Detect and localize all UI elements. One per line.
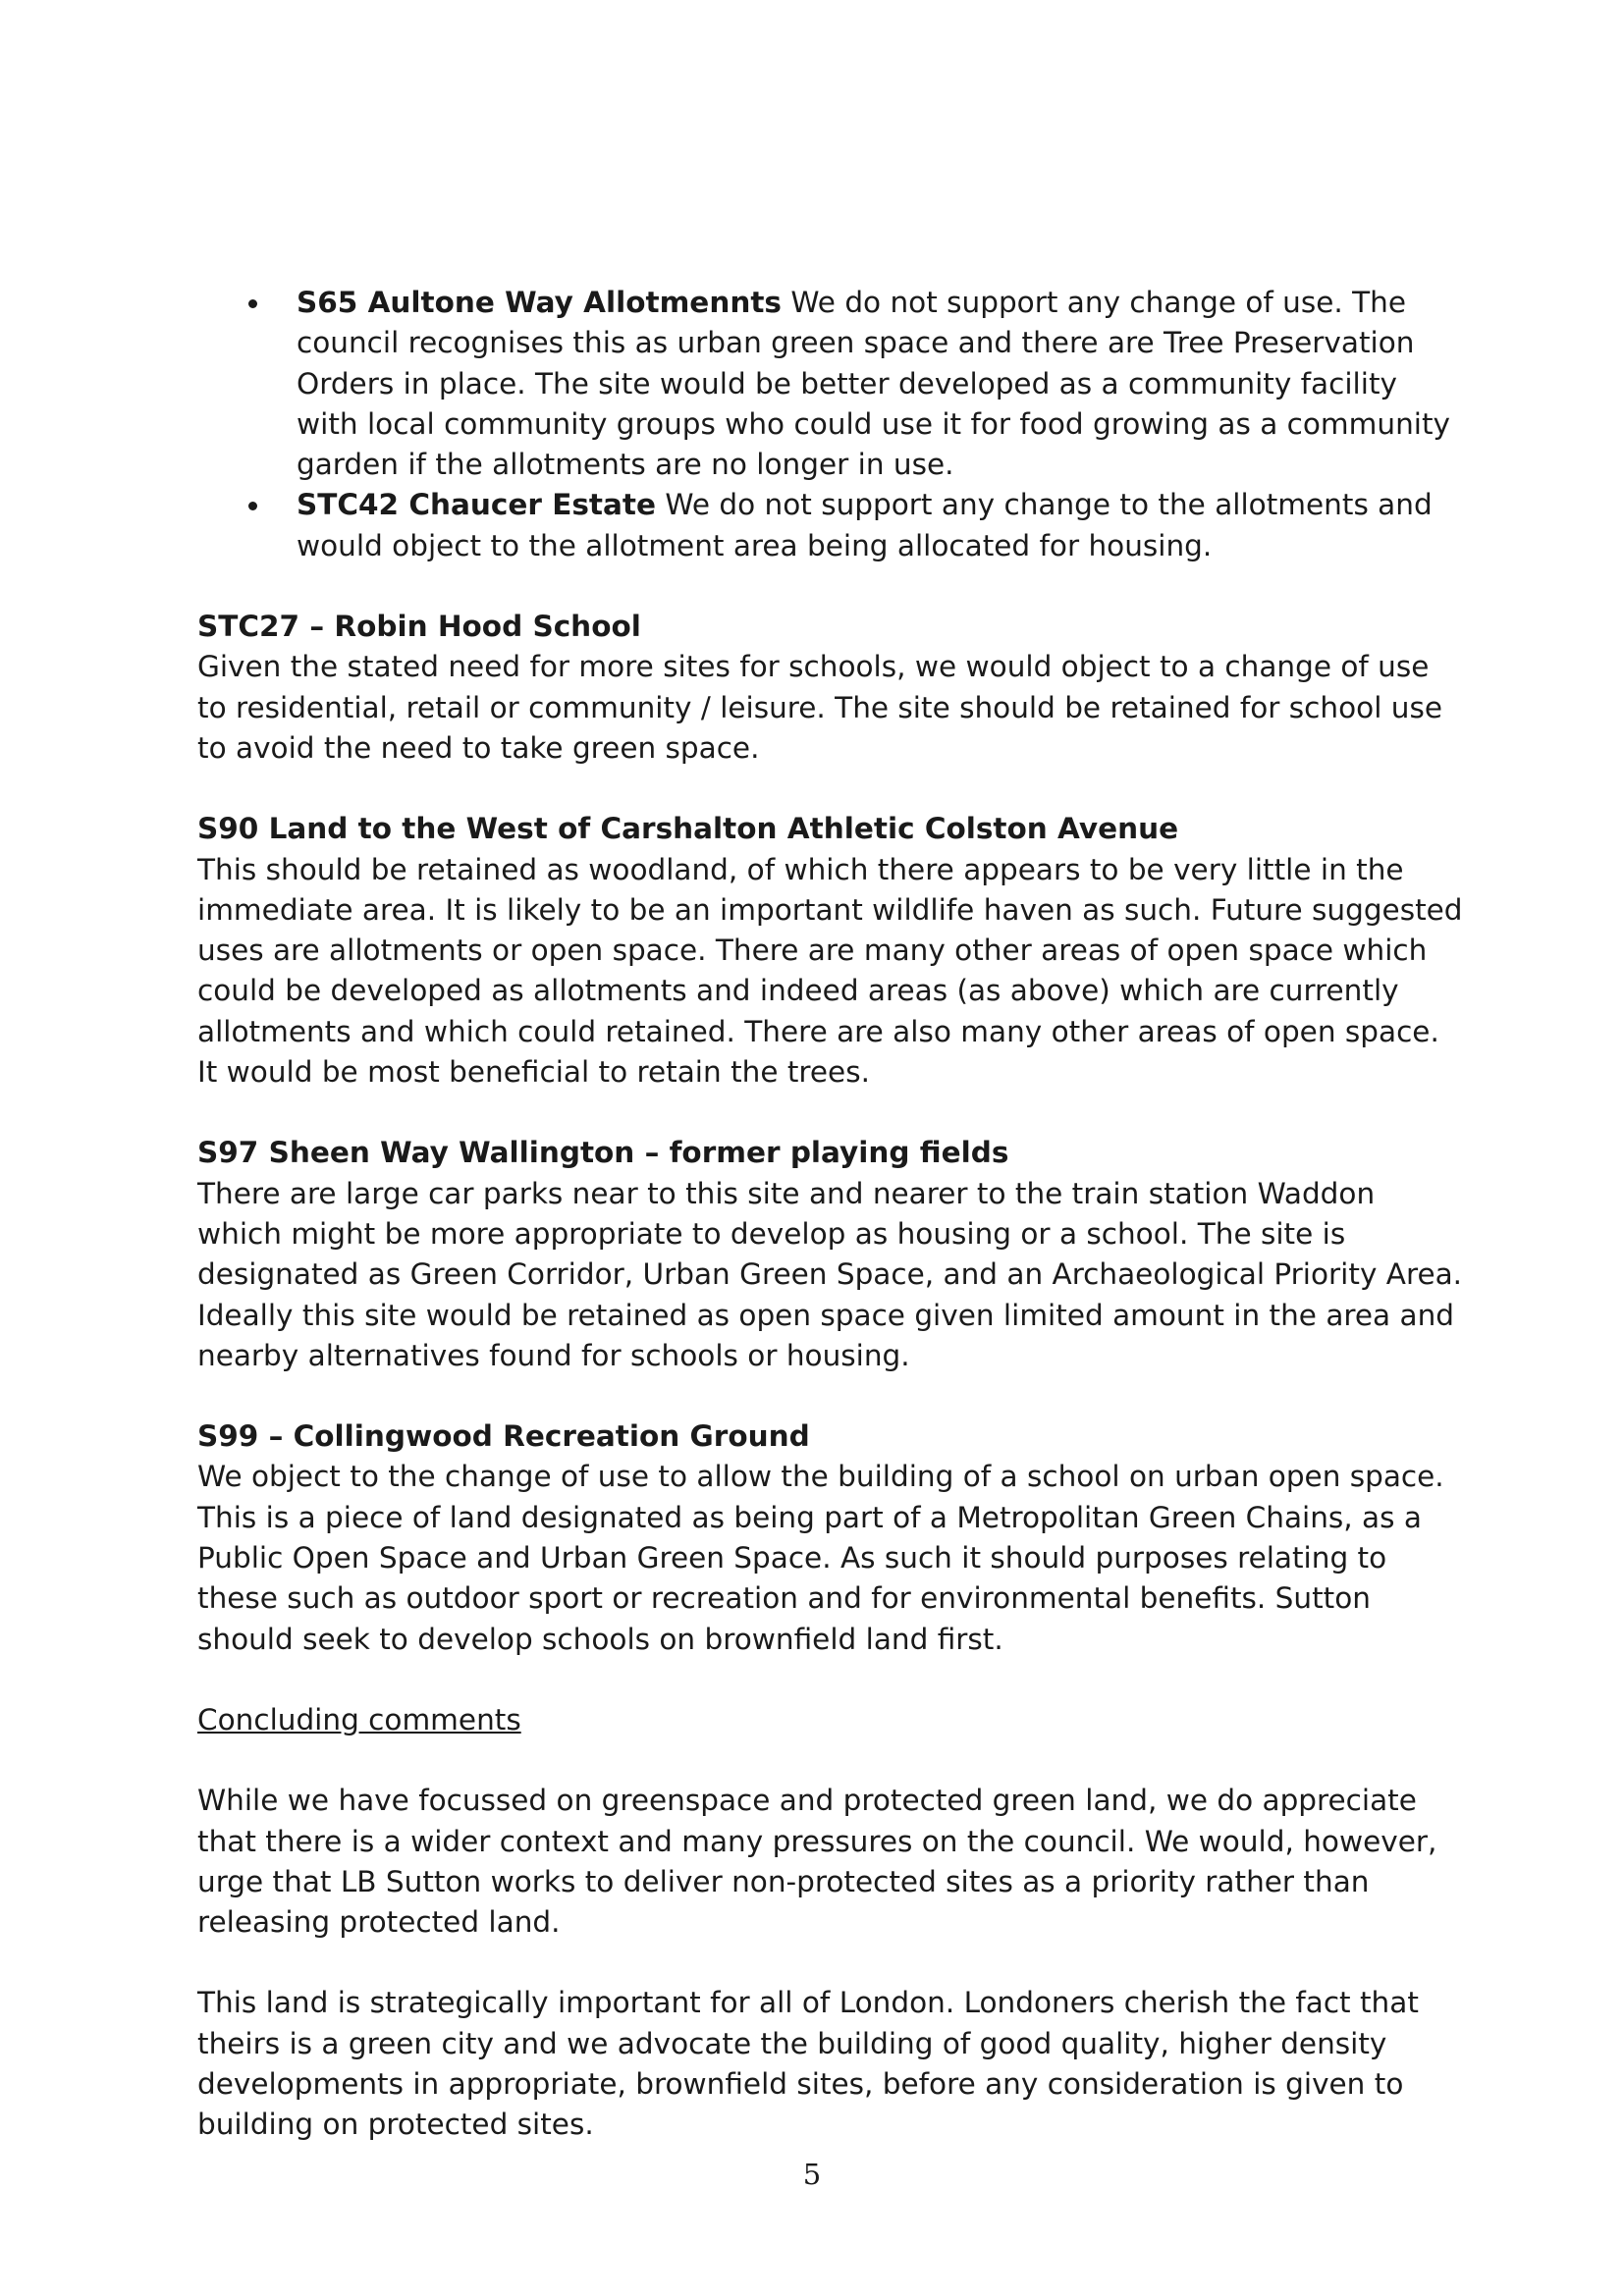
concluding-heading: Concluding comments	[197, 1702, 521, 1736]
section-body: Given the stated need for more sites for schools, we would object to a change of use to residential, retail or community / leisure. The site should be retained for school use to avoid the need to take green space.	[197, 650, 1442, 765]
site-bullet-list	[197, 283, 1464, 566]
bullet-dot-icon	[248, 502, 257, 510]
concluding-section	[197, 1700, 1464, 2146]
bullet-text: We do not support any change of use. The council recognises this as urban green space and there are Tree Preservation Orders in place. The site would be better developed as a community facility with local community groups who could use it for food growing as a community garden if the allotments are no longer in use.	[297, 286, 1451, 482]
concluding-paragraph: This land is strategically important for all of London. Londoners cherish the fact that theirs is a green city and we advocate the building of good quality, higher density developments in appropriate, brownfield sites, before any consideration is given to building on protected sites.	[197, 1986, 1419, 2142]
section-heading: S99 – Collingwood Recreation Ground	[197, 1419, 810, 1454]
bullet-item-stc42	[197, 485, 1464, 566]
section-body: We object to the change of use to allow the building of a school on urban open space. This is a piece of land designated as being part of a Metropolitan Green Chains, as a Public Open Space and Urban Green Space. As such it should purposes relating to these such as outdoor sport or recreation and for environmental benefits. Sutton should seek to develop schools on brownfield land first.	[197, 1460, 1444, 1656]
section-body: This should be retained as woodland, of which there appears to be very little in the immediate area. It is likely to be an important wildlife haven as such. Future suggested uses are allotments or open space. There are many other areas of open space which could be developed as allotments and indeed areas (as above) which are currently allotments and which could retained. There are also many other areas of open space. It would be most beneficial to retain the trees.	[197, 852, 1463, 1090]
section-heading: S90 Land to the West of Carshalton Athletic Colston Avenue	[197, 812, 1179, 846]
section-s90	[197, 809, 1464, 1093]
section-body: There are large car parks near to this site and nearer to the train station Waddon which might be more appropriate to develop as housing or a school. The site is designated as Green Corridor, Urban Green Space, and an Archaeological Priority Area. Ideally this site would be retained as open space given limited amount in the area and nearby alternatives found for schools or housing.	[197, 1176, 1463, 1372]
section-stc27	[197, 607, 1464, 769]
bullet-item-s65	[197, 283, 1464, 485]
section-s99	[197, 1416, 1464, 1660]
section-heading: STC27 – Robin Hood School	[197, 610, 641, 644]
document-page	[197, 283, 1464, 2146]
concluding-paragraph: While we have focussed on greenspace and protected green land, we do appreciate that there is a wider context and many pressures on the council. We would, however, urge that LB Sutton works to deliver non-protected sites as a priority rather than releasing protected land.	[197, 1784, 1437, 1940]
bullet-text: We do not support any change to the allotments and would object to the allotment area being allocated for housing.	[297, 488, 1433, 562]
bullet-title: STC42 Chaucer Estate	[297, 488, 657, 522]
bullet-dot-icon	[248, 299, 257, 308]
section-s97	[197, 1133, 1464, 1376]
section-heading: S97 Sheen Way Wallington – former playing fields	[197, 1136, 1009, 1170]
page-number: 5	[802, 2158, 822, 2191]
bullet-title: S65 Aultone Way Allotmennts	[297, 286, 782, 319]
